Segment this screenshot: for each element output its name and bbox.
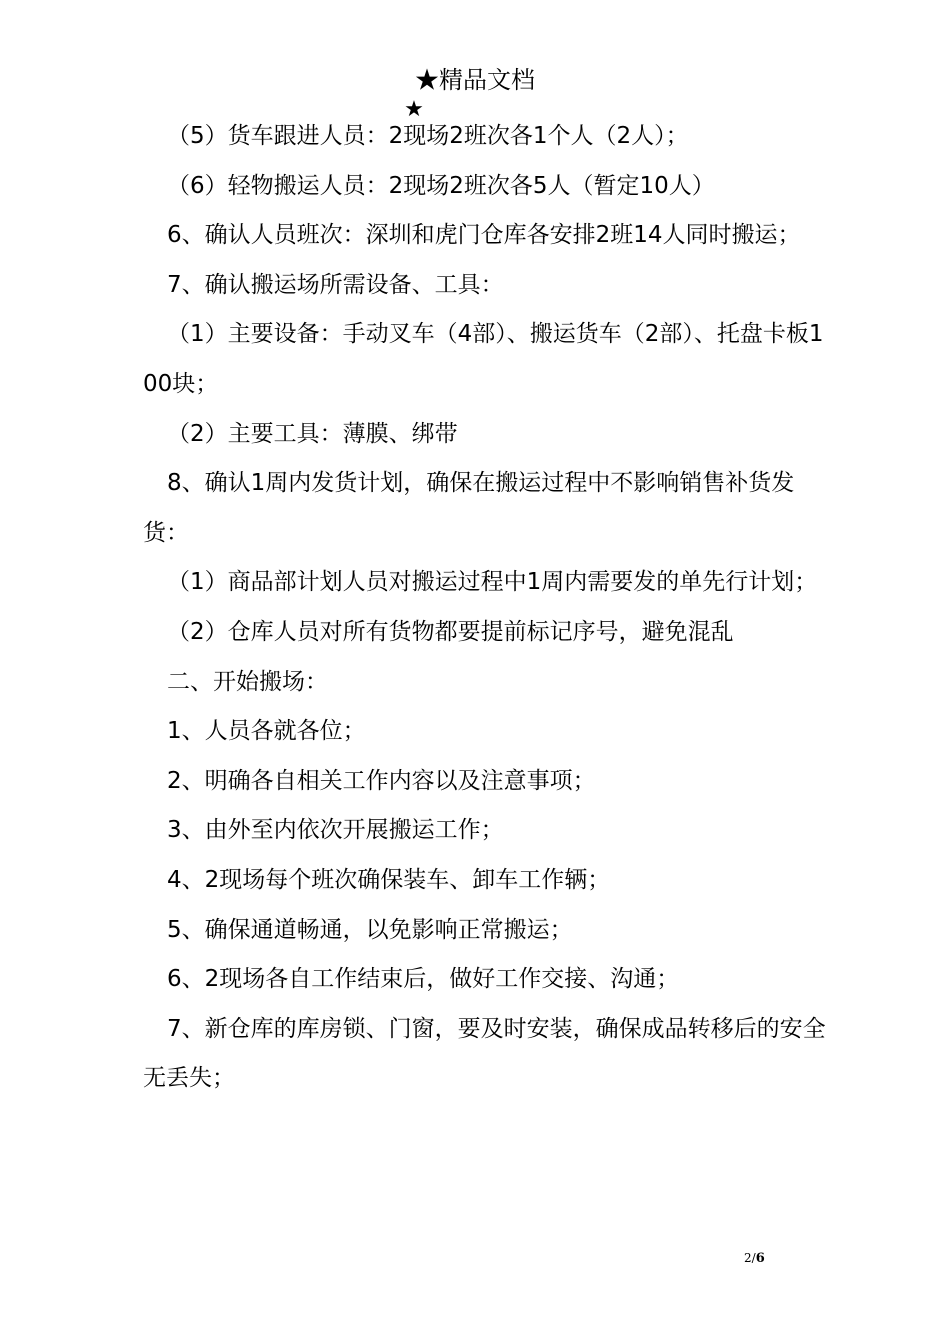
document-header-title: ★精品文档	[415, 66, 535, 94]
paragraph: 6、2现场各自工作结束后，做好工作交接、沟通；	[167, 966, 680, 993]
section-heading: 二、开始搬场：	[167, 668, 328, 695]
paragraph: 3、由外至内依次开展搬运工作；	[167, 817, 504, 844]
paragraph: 6、确认人员班次：深圳和虎门仓库各安排2班14人同时搬运；	[167, 222, 801, 249]
paragraph: （5）货车跟进人员：2现场2班次各1个人（2人）；	[167, 123, 689, 149]
paragraph: 2、明确各自相关工作内容以及注意事项；	[167, 767, 596, 794]
paragraph: （2）主要工具：薄膜、绑带	[167, 420, 458, 447]
header-star-icon: ★	[404, 97, 424, 122]
paragraph: （2）仓库人员对所有货物都要提前标记序号，避免混乱	[167, 618, 734, 645]
paragraph: 5、确保通道畅通，以免影响正常搬运；	[167, 916, 573, 943]
paragraph: （6）轻物搬运人员：2现场2班次各5人（暂定10人）	[167, 172, 715, 199]
paragraph: 8、确认1周内发货计划，确保在搬运过程中不影响销售补货发货：	[143, 470, 795, 546]
paragraph: （1）主要设备：手动叉车（4部）、搬运货车（2部）、托盘卡板100块；	[143, 321, 824, 397]
page-total: 6	[755, 1251, 765, 1266]
page-number	[744, 1250, 765, 1267]
page-current: 2/	[744, 1251, 756, 1265]
paragraph: 1、人员各就各位；	[167, 718, 366, 745]
document-body	[143, 112, 833, 1104]
paragraph: 7、确认搬运场所需设备、工具：	[167, 271, 504, 298]
paragraph: 7、新仓库的库房锁、门窗，要及时安装，确保成品转移后的安全无丢失；	[143, 1015, 826, 1092]
paragraph: 4、2现场每个班次确保装车、卸车工作辆；	[167, 866, 611, 893]
paragraph: （1）商品部计划人员对搬运过程中1周内需要发的单先行计划；	[167, 569, 818, 596]
